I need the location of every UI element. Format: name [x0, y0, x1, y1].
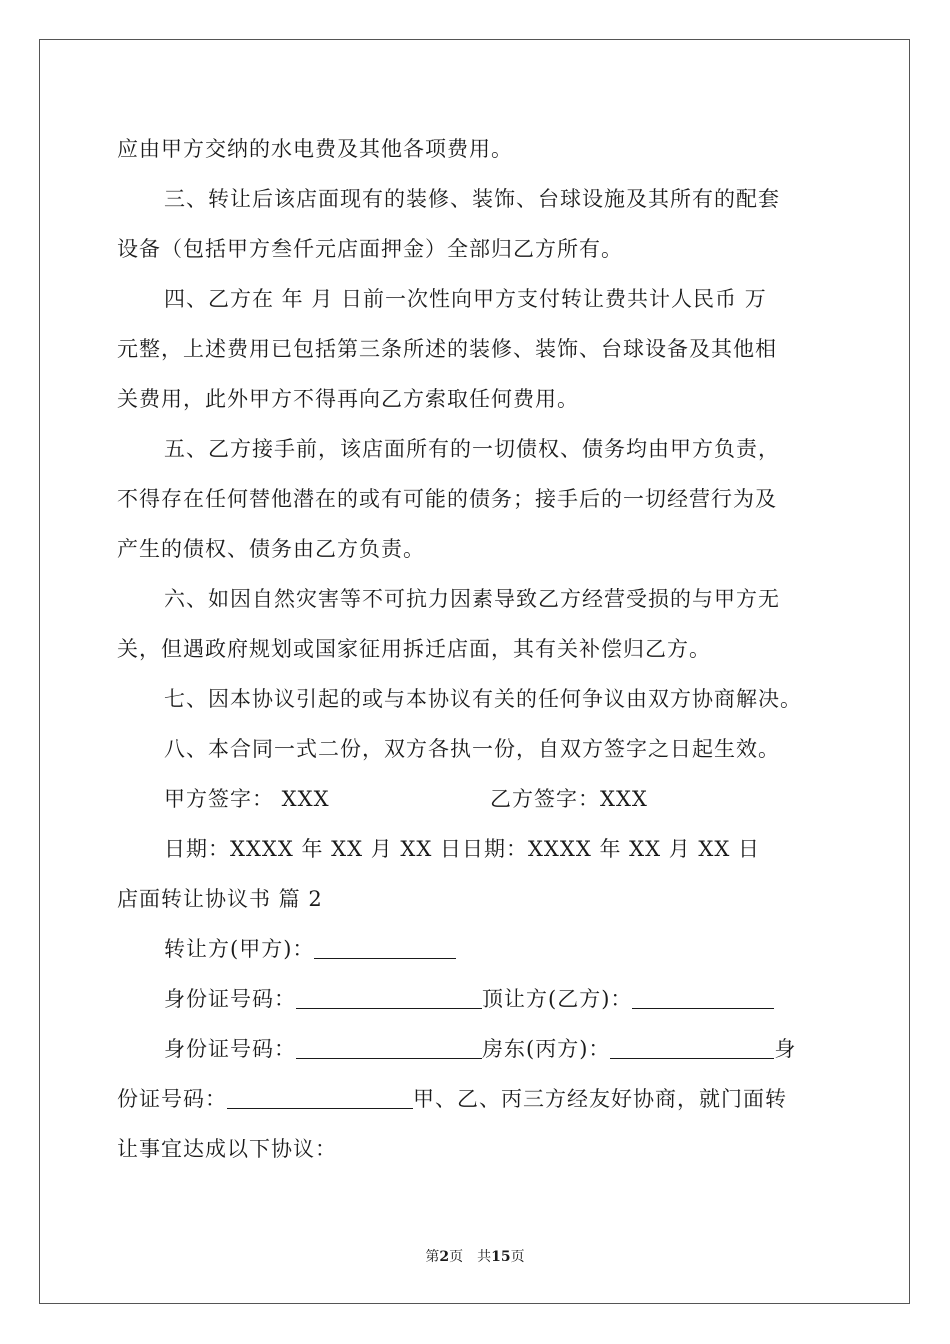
- signature-party-b: 乙方签字：XXX: [490, 787, 648, 811]
- transferor-label: 转让方(甲方)：: [164, 937, 315, 961]
- transferor-line: [164, 934, 456, 964]
- transferee-blank[interactable]: [632, 986, 774, 1009]
- text-line: 不得存在任何替他潜在的或有可能的债务；接手后的一切经营行为及: [117, 487, 777, 511]
- text-line: 让事宜达成以下协议：: [117, 1137, 337, 1161]
- id-third-line: [117, 1084, 787, 1114]
- page-border: [39, 39, 910, 1304]
- page-footer: [0, 1248, 950, 1266]
- text-line: 产生的债权、债务由乙方负责。: [117, 537, 425, 561]
- id-number-label: 身份证号码：: [164, 1037, 296, 1061]
- text-fragment: 身: [774, 1037, 797, 1061]
- clause-eight: 八、本合同一式二份，双方各执一份，自双方签字之日起生效。: [164, 737, 780, 761]
- transferor-blank[interactable]: [314, 936, 456, 959]
- id-number-blank[interactable]: [227, 1086, 413, 1109]
- footer-page-unit: 页: [449, 1249, 464, 1265]
- date-line: 日期：XXXX 年 XX 月 XX 日日期：XXXX 年 XX 月 XX 日: [164, 837, 760, 861]
- id-number-label: 份证号码：: [117, 1087, 227, 1111]
- transferee-label: 顶让方(乙方)：: [482, 987, 633, 1011]
- id-number-label: 身份证号码：: [164, 987, 296, 1011]
- id-transferee-line: [164, 984, 774, 1014]
- negotiation-text: 甲、乙、丙三方经友好协商，就门面转: [413, 1087, 787, 1111]
- section-title: 店面转让协议书 篇 2: [117, 887, 323, 911]
- signature-party-a: 甲方签字： XXX: [164, 787, 330, 811]
- footer-total-number: 15: [491, 1249, 511, 1265]
- id-landlord-line: [164, 1034, 796, 1064]
- text-line: 关，但遇政府规划或国家征用拆迁店面，其有关补偿归乙方。: [117, 637, 711, 661]
- id-number-blank[interactable]: [296, 986, 482, 1009]
- clause-seven: 七、因本协议引起的或与本协议有关的任何争议由双方协商解决。: [164, 687, 802, 711]
- clause-three: 三、转让后该店面现有的装修、装饰、台球设施及其所有的配套: [164, 187, 780, 211]
- clause-six: 六、如因自然灾害等不可抗力因素导致乙方经营受损的与甲方无: [164, 587, 780, 611]
- footer-page-prefix: 第: [425, 1249, 440, 1265]
- text-line: 设备（包括甲方叁仟元店面押金）全部归乙方所有。: [117, 237, 623, 261]
- landlord-label: 房东(丙方)：: [482, 1037, 611, 1061]
- text-line: 元整，上述费用已包括第三条所述的装修、装饰、台球设备及其他相: [117, 337, 777, 361]
- footer-total-unit: 页: [510, 1249, 525, 1265]
- text-line: 应由甲方交纳的水电费及其他各项费用。: [117, 137, 513, 161]
- landlord-blank[interactable]: [610, 1036, 774, 1059]
- clause-four: 四、乙方在 年 月 日前一次性向甲方支付转让费共计人民币 万: [164, 287, 767, 311]
- footer-total-prefix: 共: [477, 1249, 492, 1265]
- clause-five: 五、乙方接手前，该店面所有的一切债权、债务均由甲方负责，: [164, 437, 780, 461]
- id-number-blank[interactable]: [296, 1036, 482, 1059]
- text-line: 关费用，此外甲方不得再向乙方索取任何费用。: [117, 387, 579, 411]
- footer-page-number: 2: [439, 1249, 450, 1265]
